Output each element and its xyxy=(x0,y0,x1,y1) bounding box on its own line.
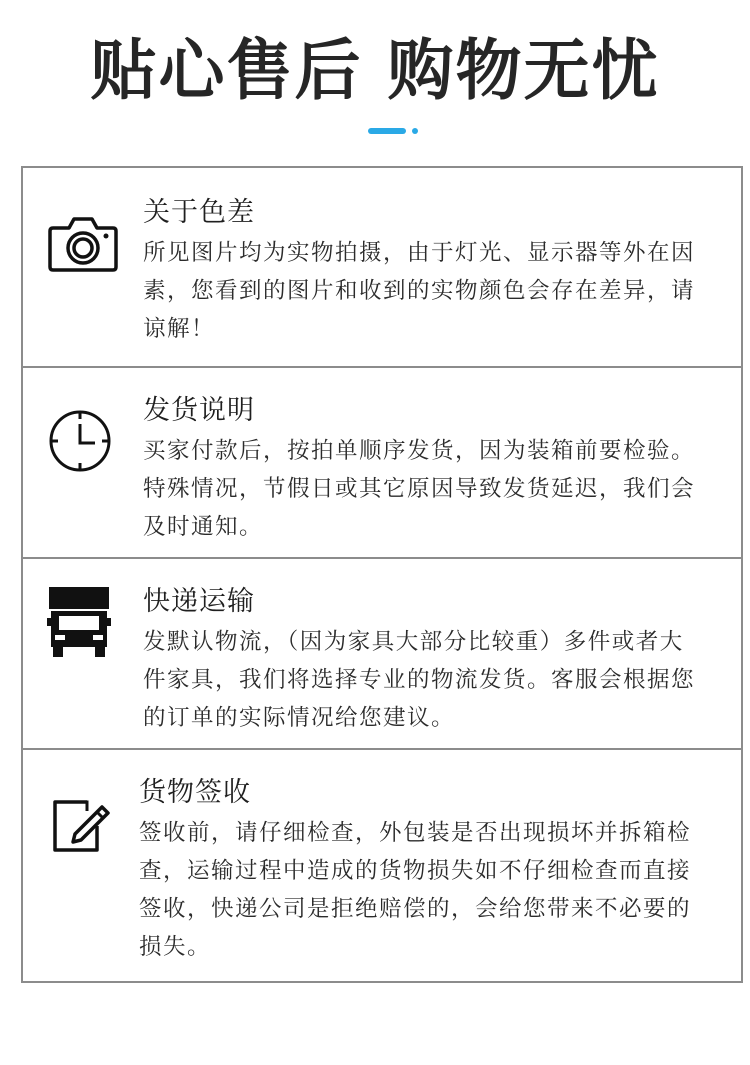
sign-document-icon xyxy=(47,796,113,858)
section-title: 快递运输 xyxy=(143,586,255,617)
section-title: 货物签收 xyxy=(139,777,251,808)
section-text: 签收前，请仔细检查，外包装是否出现损坏并拆箱检查，运输过程中造成的货物损失如不仔细检查而直接签收，快递公司是拒绝赔偿的，会给您带来不必要的损失。 xyxy=(139,820,692,960)
section-title: 发货说明 xyxy=(143,395,255,426)
section-text: 所见图片均为实物拍摄，由于灯光、显示器等外在因素，您看到的图片和收到的实物颜色会存在差异，请谅解！ xyxy=(143,240,696,342)
section-color-difference xyxy=(21,166,743,368)
page-title: 贴心售后 购物无忧 xyxy=(90,32,660,109)
section-text: 买家付款后，按拍单顺序发货，因为装箱前要检验。特殊情况，节假日或其它原因导致发货延迟，我们会及时通知。 xyxy=(143,438,696,540)
camera-icon xyxy=(47,214,119,278)
section-text: 发默认物流，（因为家具大部分比较重）多件或者大件家具，我们将选择专业的物流发货。客服会根据您的订单的实际情况给您建议。 xyxy=(143,629,696,731)
title-underline-bar xyxy=(368,128,406,134)
title-underline-dot xyxy=(412,128,418,134)
truck-icon xyxy=(47,585,111,667)
section-shipping-notes xyxy=(21,366,743,559)
section-goods-receipt xyxy=(21,748,743,983)
section-express-transport xyxy=(21,557,743,750)
clock-icon xyxy=(47,408,113,478)
section-title: 关于色差 xyxy=(143,197,255,228)
